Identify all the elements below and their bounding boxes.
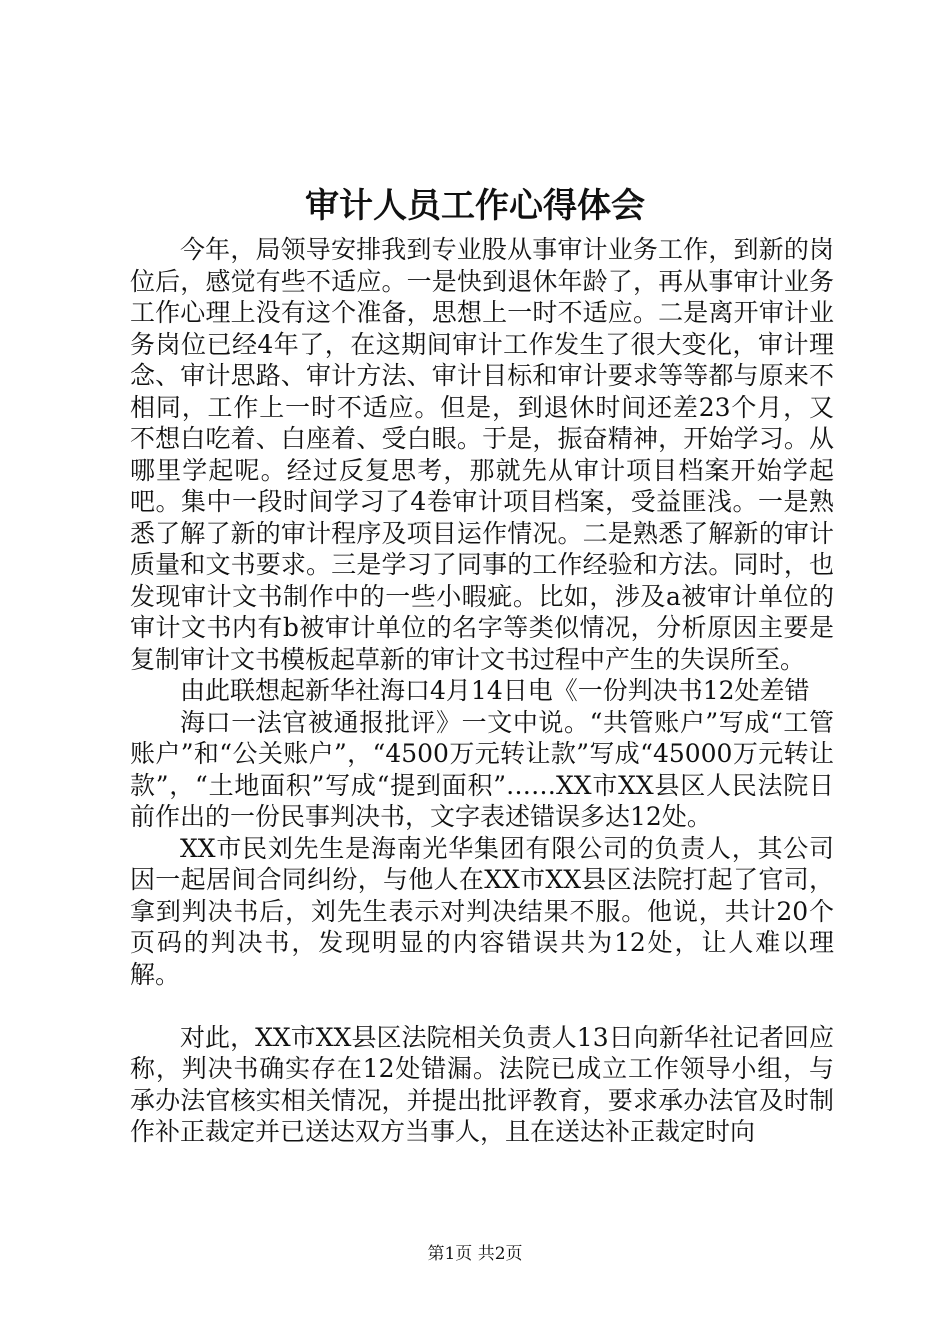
paragraph-3: 海口一法官被通报批评》一文中说。“共管账户”写成“工管账户”和“公关账户”，“4500万元转让款”写成“45000万元转让款”，“土地面积”写成“提到面积”……XX市XX县区人民法院日前作出的一份民事判决书，文字表述错误多达12处。 [130, 707, 834, 831]
paragraph-5: 对此，XX市XX县区法院相关负责人13日向新华社记者回应称，判决书确实存在12处错漏。法院已成立工作领导小组，与承办法官核实相关情况，并提出批评教育，要求承办法官及时制作补正裁定并已送达双方当事人，且在送达补正裁定时向 [130, 1022, 834, 1146]
paragraph-4: XX市民刘先生是海南光华集团有限公司的负责人，其公司因一起居间合同纠纷，与他人在XX市XX县区法院打起了官司，拿到判决书后，刘先生表示对判决结果不服。他说，共计20个页码的判决书，发现明显的内容错误共为12处，让人难以理解。 [130, 833, 834, 989]
paragraph-1: 今年，局领导安排我到专业股从事审计业务工作，到新的岗位后，感觉有些不适应。一是快到退休年龄了，再从事审计业务工作心理上没有这个准备，思想上一时不适应。二是离开审计业务岗位已经4年了，在这期间审计工作发生了很大变化，审计理念、审计思路、审计方法、审计目标和审计要求等等都与原来不相同，工作上一时不适应。但是，到退休时间还差23个月，又不想白吃着、白座着、受白眼。于是，振奋精神，开始学习。从哪里学起呢。经过反复思考，那就先从审计项目档案开始学起吧。集中一段时间学习了4卷审计项目档案，受益匪浅。一是熟悉了解了新的审计程序及项目运作情况。二是熟悉了解新的审计质量和文书要求。三是学习了同事的工作经验和方法。同时，也发现审计文书制作中的一些小暇疵。比如，涉及a被审计单位的审计文书内有b被审计单位的名字等类似情况，分析原因主要是复制审计文书模板起草新的审计文书过程中产生的失误所至。 [130, 235, 834, 674]
page-footer [0, 1242, 950, 1266]
paragraph-2: 由此联想起新华社海口4月14日电《一份判决书12处差错 [180, 676, 810, 705]
page-indicator: 第1页 共2页 [427, 1244, 523, 1264]
document-body [130, 234, 834, 1148]
document-title: 审计人员工作心得体会 [305, 186, 645, 226]
